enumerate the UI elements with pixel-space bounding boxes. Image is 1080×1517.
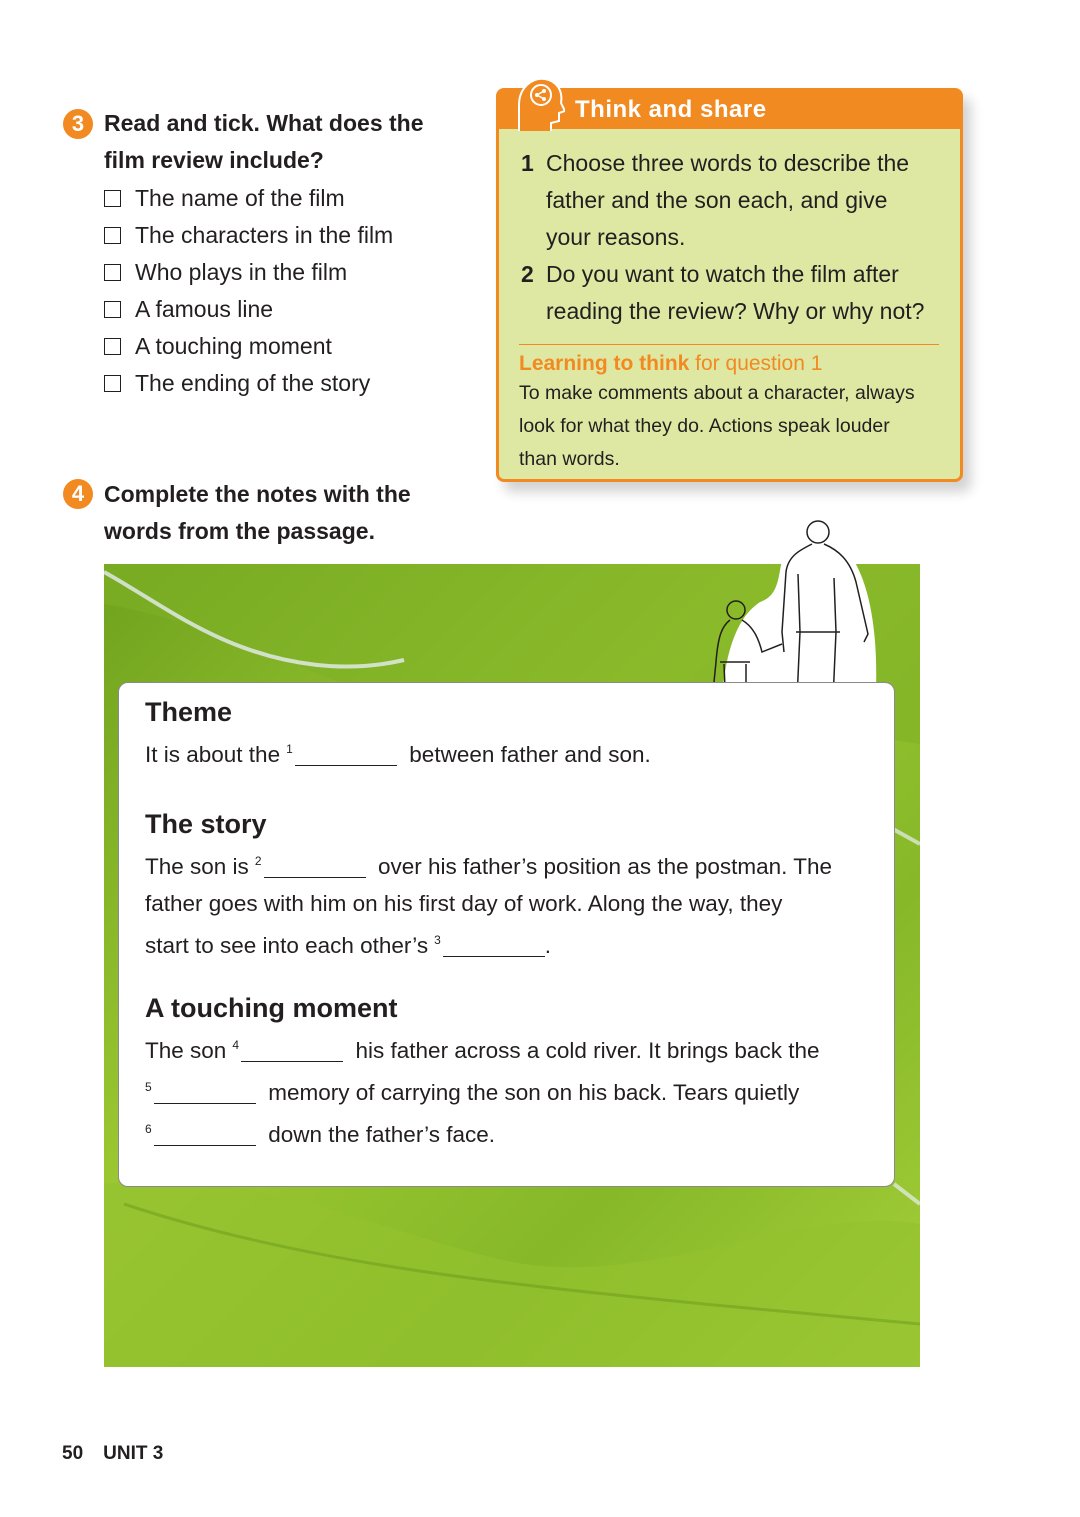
blank-input[interactable] [241, 1041, 343, 1062]
page-footer [62, 1443, 183, 1465]
text: The son is [145, 854, 249, 879]
blank-input[interactable] [154, 1125, 256, 1146]
unit-label: UNIT 3 [103, 1443, 164, 1464]
text-line: than words. [519, 448, 620, 470]
blank-number: 4 [232, 1038, 239, 1052]
text-line: look for what they do. Actions speak louder [519, 415, 890, 437]
tick-option[interactable] [104, 328, 393, 365]
text-line: Choose three words to describe the [546, 150, 910, 176]
option-label: The name of the film [135, 185, 345, 211]
blank-input[interactable] [264, 857, 366, 878]
checkbox[interactable] [104, 338, 121, 355]
text: It is about the [145, 742, 281, 767]
exercise-4-title-line2: words from the passage. [104, 518, 375, 544]
text: start to see into each other’s [145, 933, 429, 958]
tick-list [104, 180, 393, 402]
exercise-3-title-line2: film review include? [104, 147, 324, 173]
text: . [544, 933, 552, 958]
think-and-share-panel [496, 88, 963, 482]
text-line: father goes with him on his first day of work. Along the way, they [145, 891, 783, 916]
text-line: father and the son each, and give [546, 187, 888, 213]
page-number: 50 [62, 1443, 84, 1464]
tick-option[interactable] [104, 254, 393, 291]
tick-option[interactable] [104, 365, 393, 402]
story-heading: The story [145, 809, 267, 839]
checkbox[interactable] [104, 375, 121, 392]
checkbox[interactable] [104, 227, 121, 244]
option-label: A touching moment [135, 333, 332, 359]
ltt-bold: Learning to think [519, 352, 690, 375]
question-number: 1 [521, 150, 534, 176]
text: The son [145, 1038, 227, 1063]
question-text [546, 145, 946, 256]
tick-option[interactable] [104, 291, 393, 328]
text: between father and son. [409, 742, 651, 767]
text: down the father’s face. [268, 1122, 496, 1147]
blank-input[interactable] [443, 936, 545, 957]
blank-number: 1 [286, 742, 293, 756]
option-label: The ending of the story [135, 370, 371, 396]
tick-option[interactable] [104, 217, 393, 254]
checkbox[interactable] [104, 264, 121, 281]
learning-to-think-heading [519, 349, 822, 379]
question-number: 2 [521, 261, 534, 287]
checkbox[interactable] [104, 190, 121, 207]
theme-heading: Theme [145, 697, 233, 727]
text: memory of carrying the son on his back. Tears quietly [268, 1080, 800, 1105]
blank-number: 5 [145, 1080, 152, 1094]
moment-text [145, 1027, 885, 1153]
text-line: your reasons. [546, 224, 686, 250]
head-share-icon [513, 75, 565, 135]
notes-card [118, 682, 895, 1187]
ltt-rest: for question 1 [695, 352, 823, 375]
exercise-3-title-line1: Read and tick. What does the [104, 110, 424, 136]
divider [519, 344, 939, 345]
text-line: To make comments about a character, always [519, 382, 915, 404]
exercise-4-title-line1: Complete the notes with the [104, 481, 411, 507]
think-title: Think and share [575, 96, 767, 123]
moment-heading: A touching moment [145, 993, 398, 1023]
option-label: The characters in the film [135, 222, 394, 248]
question-text [546, 256, 946, 330]
exercise-4-number: 4 [63, 479, 93, 509]
option-label: Who plays in the film [135, 259, 348, 285]
option-label: A famous line [135, 296, 274, 322]
blank-number: 6 [145, 1122, 152, 1136]
blank-input[interactable] [154, 1083, 256, 1104]
text: over his father’s position as the postman. The [378, 854, 833, 879]
checkbox[interactable] [104, 301, 121, 318]
blank-number: 2 [254, 854, 262, 868]
blank-number: 3 [434, 933, 441, 947]
blank-input[interactable] [295, 745, 397, 766]
story-text [145, 843, 885, 964]
theme-text [145, 731, 885, 773]
learning-to-think-text [519, 377, 949, 476]
tick-option[interactable] [104, 180, 393, 217]
text-line: Do you want to watch the film after [546, 261, 899, 287]
text: his father across a cold river. It brings back the [355, 1038, 820, 1063]
text-line: reading the review? Why or why not? [546, 298, 925, 324]
exercise-3-number: 3 [63, 109, 93, 139]
